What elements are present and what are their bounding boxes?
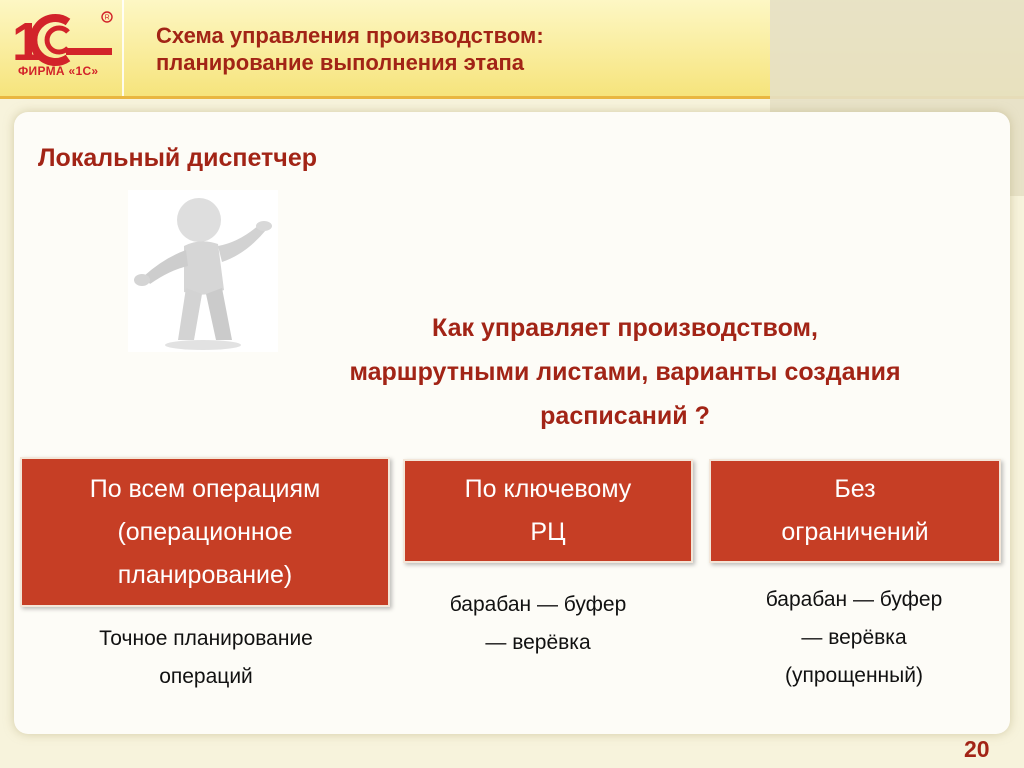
option-box-key-work-center [403, 459, 693, 563]
description-line: — верёвка [801, 626, 907, 649]
description-line: барабан — буфер [765, 588, 943, 611]
option-box-no-constraints [709, 459, 1001, 563]
option-line: ограничений [781, 518, 929, 546]
question-line-2: маршрутными листами, варианты создания [349, 358, 901, 386]
option-line: (операционное [117, 517, 293, 546]
option-description-key-work-center [403, 586, 673, 662]
slide-title [156, 22, 756, 76]
option-line: По всем операциям [89, 474, 321, 503]
section-title: Локальный диспетчер [38, 144, 317, 172]
slide-title-line-2: планирование выполнения этапа [156, 50, 524, 75]
option-line: планирование) [117, 560, 293, 589]
option-line: РЦ [530, 518, 566, 546]
page-number: 20 [964, 736, 990, 762]
description-line: барабан — буфер [449, 593, 627, 616]
option-description-all-operations [28, 620, 384, 696]
option-description-no-constraints [709, 581, 999, 695]
svg-text:1: 1 [12, 12, 43, 72]
question-line-3: расписаний ? [540, 402, 710, 430]
option-line: По ключевому [464, 475, 632, 503]
question-line-1: Как управляет производством, [432, 314, 818, 342]
logo-caption: ФИРМА «1С» [18, 64, 99, 78]
description-line: Точное планирование [99, 627, 313, 650]
question-text [240, 306, 1010, 438]
option-line: Без [834, 475, 876, 503]
svg-text:R: R [104, 14, 110, 22]
option-box-all-operations [20, 457, 390, 607]
description-line: (упрощенный) [785, 664, 923, 687]
header-divider [122, 0, 124, 96]
description-line: операций [159, 665, 253, 688]
description-line: — верёвка [485, 631, 591, 654]
slide-title-line-1: Схема управления производством: [156, 23, 544, 48]
